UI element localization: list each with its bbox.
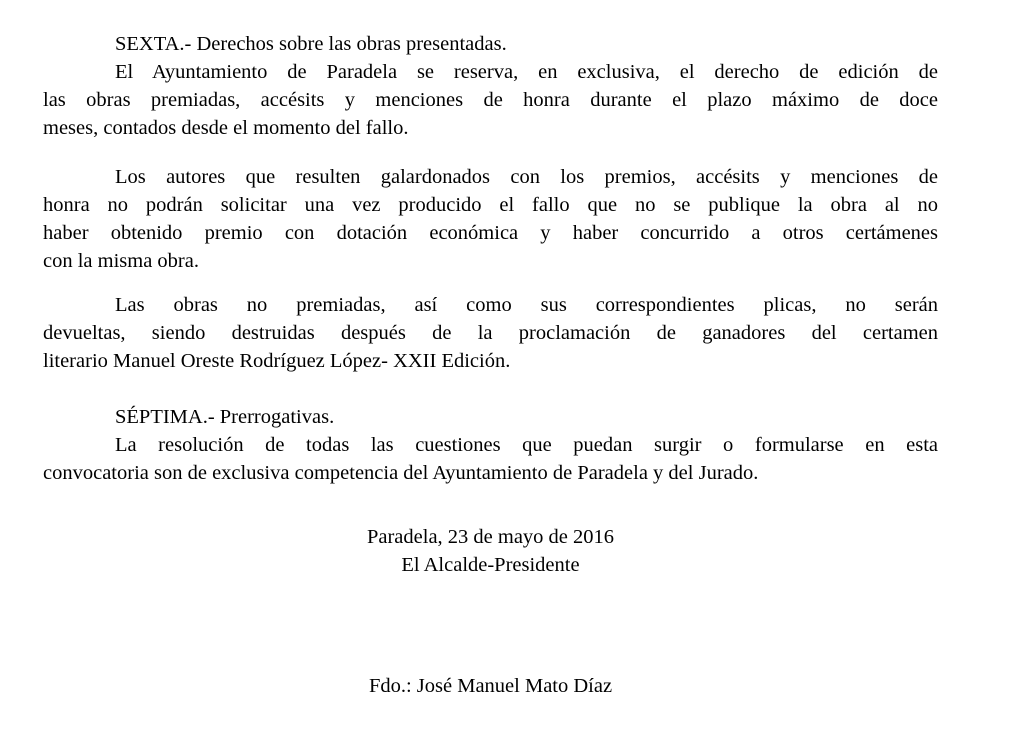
clause-sexta-paragraph-3: [43, 291, 938, 375]
text-line: SEXTA.- Derechos sobre las obras presentadas.: [115, 33, 507, 55]
text-line: honra no podrán solicitar una vez producido el fallo que no se publique la obra al no: [43, 194, 938, 216]
text-line: La resolución de todas las cuestiones que puedan surgir o formularse en esta: [115, 434, 938, 456]
text-line: SÉPTIMA.- Prerrogativas.: [115, 406, 335, 428]
text-line: Fdo.: José Manuel Mato Díaz: [368, 675, 613, 697]
clause-sexta-paragraph-1: [43, 58, 938, 142]
text-line: Los autores que resulten galardonados con los premios, accésits y menciones de: [115, 166, 938, 188]
text-line: El Alcalde-Presidente: [401, 554, 580, 576]
text-line: haber obtenido premio con dotación económica y haber concurrido a otros certámenes: [43, 222, 938, 244]
clause-sexta-paragraph-2: [43, 163, 938, 275]
text-line: El Ayuntamiento de Paradela se reserva, en exclusiva, el derecho de edición de: [115, 61, 938, 83]
dateline-and-office: [43, 523, 938, 579]
signature-line: [43, 672, 938, 700]
text-line: con la misma obra.: [43, 250, 199, 272]
text-line: devueltas, siendo destruidas después de la proclamación de ganadores del certamen: [43, 322, 938, 344]
clause-septima-heading: [43, 403, 938, 431]
text-line: Las obras no premiadas, así como sus correspondientes plicas, no serán: [115, 294, 938, 316]
text-line: convocatoria son de exclusiva competencia del Ayuntamiento de Paradela y del Jurado.: [43, 462, 759, 484]
clause-septima-paragraph-1: [43, 431, 938, 487]
text-line: meses, contados desde el momento del fallo.: [43, 117, 409, 139]
text-line: literario Manuel Oreste Rodríguez López- XXII Edición.: [43, 350, 511, 372]
clause-sexta-heading: [43, 30, 938, 58]
document-body: [43, 30, 938, 700]
text-line: Paradela, 23 de mayo de 2016: [366, 526, 615, 548]
text-line: las obras premiadas, accésits y menciones de honra durante el plazo máximo de doce: [43, 89, 938, 111]
